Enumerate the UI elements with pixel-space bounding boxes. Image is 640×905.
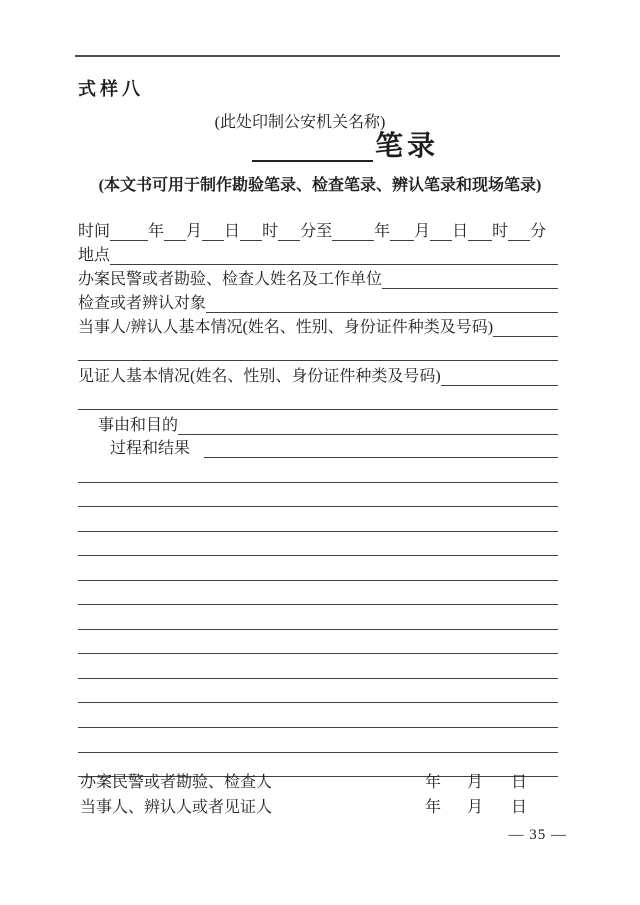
- ruled-line: [78, 728, 558, 753]
- time-unit-month-start: 月: [186, 222, 203, 240]
- ruled-line: [78, 556, 558, 581]
- ruled-line: [78, 532, 558, 557]
- ruled-line: [78, 630, 558, 655]
- date-unit-year: 年: [425, 798, 442, 816]
- ruled-line: [78, 605, 558, 630]
- blank-underline: [202, 234, 224, 241]
- field-row-purpose: [98, 412, 558, 435]
- field-row-witness: [78, 363, 558, 386]
- ruled-line: [78, 581, 558, 606]
- time-unit-day-start: 日: [224, 222, 241, 240]
- process-label: 过程和结果: [110, 439, 191, 457]
- blank-underline: [240, 234, 262, 241]
- document-title: 笔录: [375, 131, 440, 162]
- field-row-object: [78, 290, 558, 313]
- field-row-process: [110, 435, 558, 458]
- signature-row-officer: [78, 768, 560, 792]
- blank-underline: [430, 234, 452, 241]
- notes-ruled-area: [78, 458, 558, 777]
- time-unit-hour-end: 时: [492, 222, 509, 240]
- usage-note: (本文书可用于制作勘验笔录、检查笔录、辨认笔录和现场笔录): [98, 177, 542, 194]
- form-number-label: 式样八: [78, 79, 144, 99]
- blank-underline: [278, 234, 300, 241]
- blank-underline: [382, 282, 558, 289]
- time-unit-day-end: 日: [452, 222, 469, 240]
- object-label: 检查或者辨认对象: [78, 294, 207, 312]
- time-unit-minute-end: 分: [530, 222, 547, 240]
- blank-underline: [332, 234, 374, 241]
- blank-underline: [110, 234, 148, 241]
- blank-underline: [441, 379, 558, 386]
- title-blank-underline: [252, 134, 373, 162]
- place-label: 地点: [78, 246, 111, 264]
- blank-underline: [508, 234, 530, 241]
- date-unit-month: 月: [467, 798, 484, 816]
- date-unit-day: 日: [511, 798, 528, 816]
- blank-underline: [164, 234, 186, 241]
- date-unit-month: 月: [467, 773, 484, 791]
- signature-officer-label: 办案民警或者勘验、检查人: [80, 773, 273, 791]
- blank-underline: [110, 258, 558, 265]
- field-row-party: [78, 314, 558, 337]
- time-unit-hour-start: 时: [262, 222, 279, 240]
- blank-underline: [78, 354, 558, 361]
- party-continuation-line: [78, 338, 558, 361]
- page-top-rule: [75, 55, 560, 57]
- ruled-line: [78, 703, 558, 728]
- blank-underline: [78, 403, 558, 410]
- blank-underline: [204, 451, 558, 458]
- field-row-time: [78, 218, 558, 241]
- time-unit-minute-to: 分至: [300, 222, 333, 240]
- field-row-place: [78, 242, 558, 265]
- blank-underline: [493, 330, 558, 337]
- blank-underline: [206, 306, 558, 313]
- signature-party-label: 当事人、辨认人或者见证人: [80, 798, 273, 816]
- date-unit-year: 年: [425, 773, 442, 791]
- ruled-line: [78, 654, 558, 679]
- ruled-line: [78, 507, 558, 532]
- blank-underline: [178, 428, 558, 435]
- officer-label: 办案民警或者勘验、检查人姓名及工作单位: [78, 270, 383, 288]
- ruled-line: [78, 679, 558, 704]
- time-label: 时间: [78, 222, 111, 240]
- time-unit-year-start: 年: [148, 222, 165, 240]
- org-name-placeholder: (此处印制公安机关名称): [214, 114, 386, 131]
- time-unit-year-end: 年: [374, 222, 391, 240]
- blank-underline: [390, 234, 414, 241]
- signature-row-party: [78, 793, 560, 817]
- purpose-label: 事由和目的: [98, 416, 179, 434]
- page-number: — 35 —: [508, 827, 567, 843]
- party-label: 当事人/辨认人基本情况(姓名、性别、身份证件种类及号码): [78, 318, 494, 336]
- document-title-row: [252, 131, 439, 162]
- blank-underline: [468, 234, 492, 241]
- date-unit-day: 日: [511, 773, 528, 791]
- witness-label: 见证人基本情况(姓名、性别、身份证件种类及号码): [78, 367, 441, 385]
- ruled-line: [78, 458, 558, 483]
- ruled-line: [78, 483, 558, 508]
- witness-continuation-line: [78, 387, 558, 410]
- field-row-officer: [78, 266, 558, 289]
- time-unit-month-end: 月: [414, 222, 431, 240]
